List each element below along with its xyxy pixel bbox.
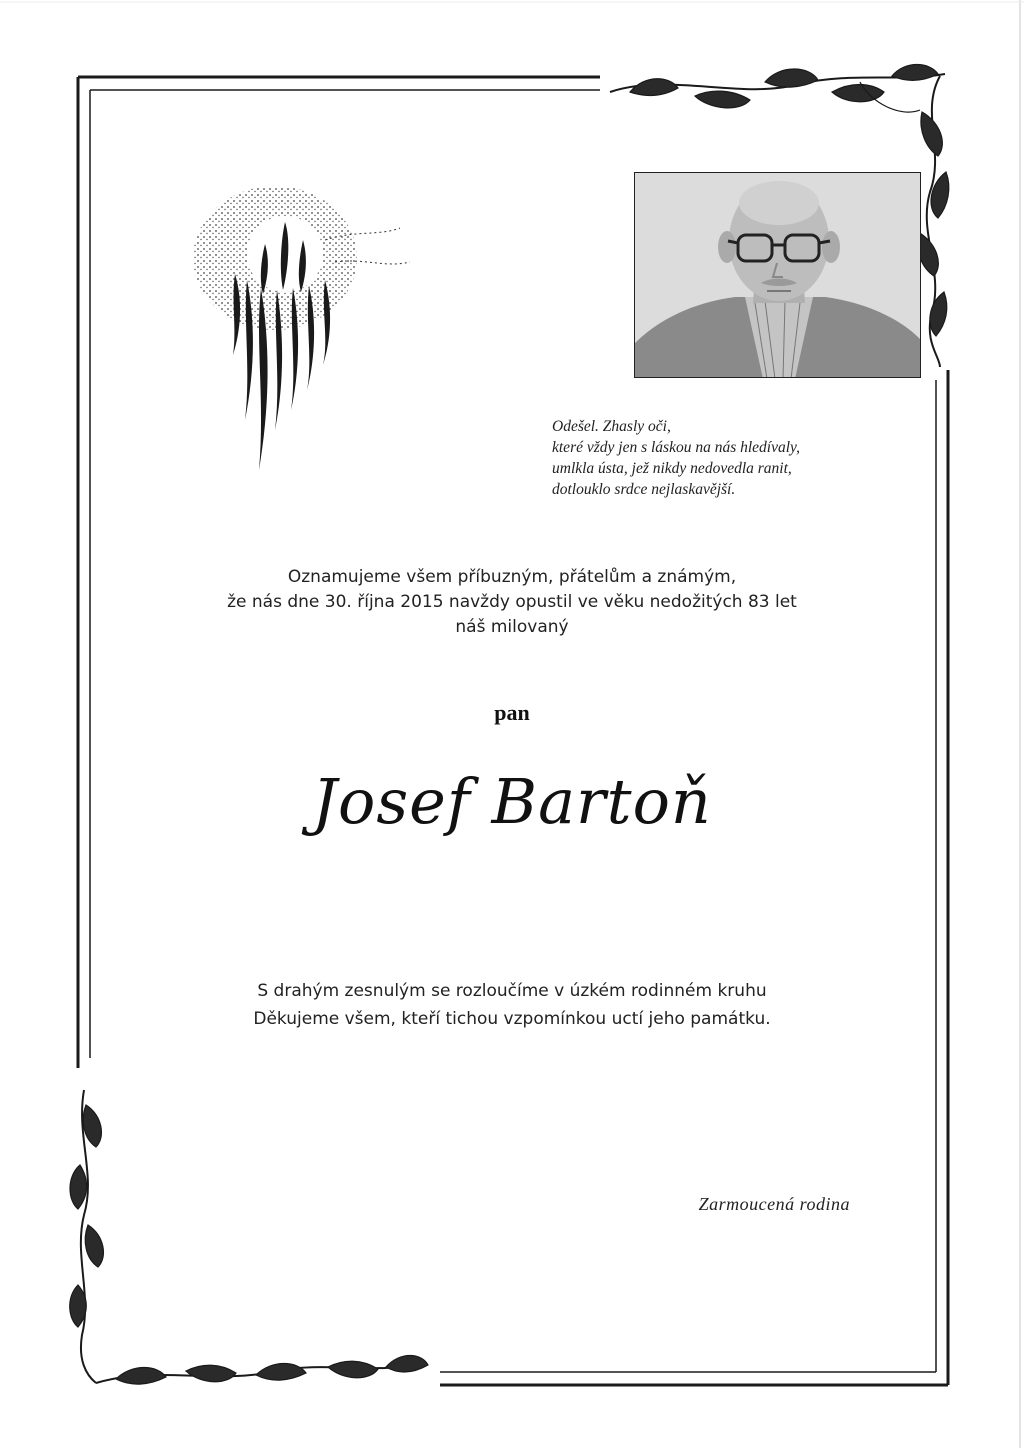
- announcement-line: že nás dne 30. října 2015 navždy opustil ve věku nedožitých 83 let: [227, 592, 797, 612]
- candle-moon-ornament: [185, 170, 415, 490]
- honorific: pan: [494, 700, 530, 725]
- poem-line: dotlouklo srdce nejlaskavější.: [552, 481, 736, 498]
- farewell-line: Děkujeme všem, kteří tichou vzpomínkou uctí jeho památku.: [253, 1009, 771, 1029]
- death-announcement: [150, 565, 874, 640]
- deceased-portrait-photo: [634, 172, 921, 378]
- announcement-line: Oznamujeme všem příbuzným, přátelům a známým,: [287, 567, 737, 587]
- poem-line: umlkla ústa, jež nikdy nedovedla ranit,: [552, 460, 792, 477]
- announcement-line: náš milovaný: [455, 617, 569, 637]
- poem-line: které vždy jen s láskou na nás hledívaly,: [552, 439, 800, 456]
- farewell-text: [150, 977, 874, 1033]
- leaf-vine-ornament-bottom-left: [66, 1085, 446, 1395]
- farewell-line: S drahým zesnulým se rozloučíme v úzkém rodinném kruhu: [257, 981, 767, 1001]
- memorial-poem: [552, 416, 882, 500]
- poem-line: Odešel. Zhasly oči,: [552, 418, 671, 435]
- family-signature: Zarmoucená rodina: [698, 1194, 850, 1214]
- deceased-name: Josef Bartoň: [312, 765, 712, 838]
